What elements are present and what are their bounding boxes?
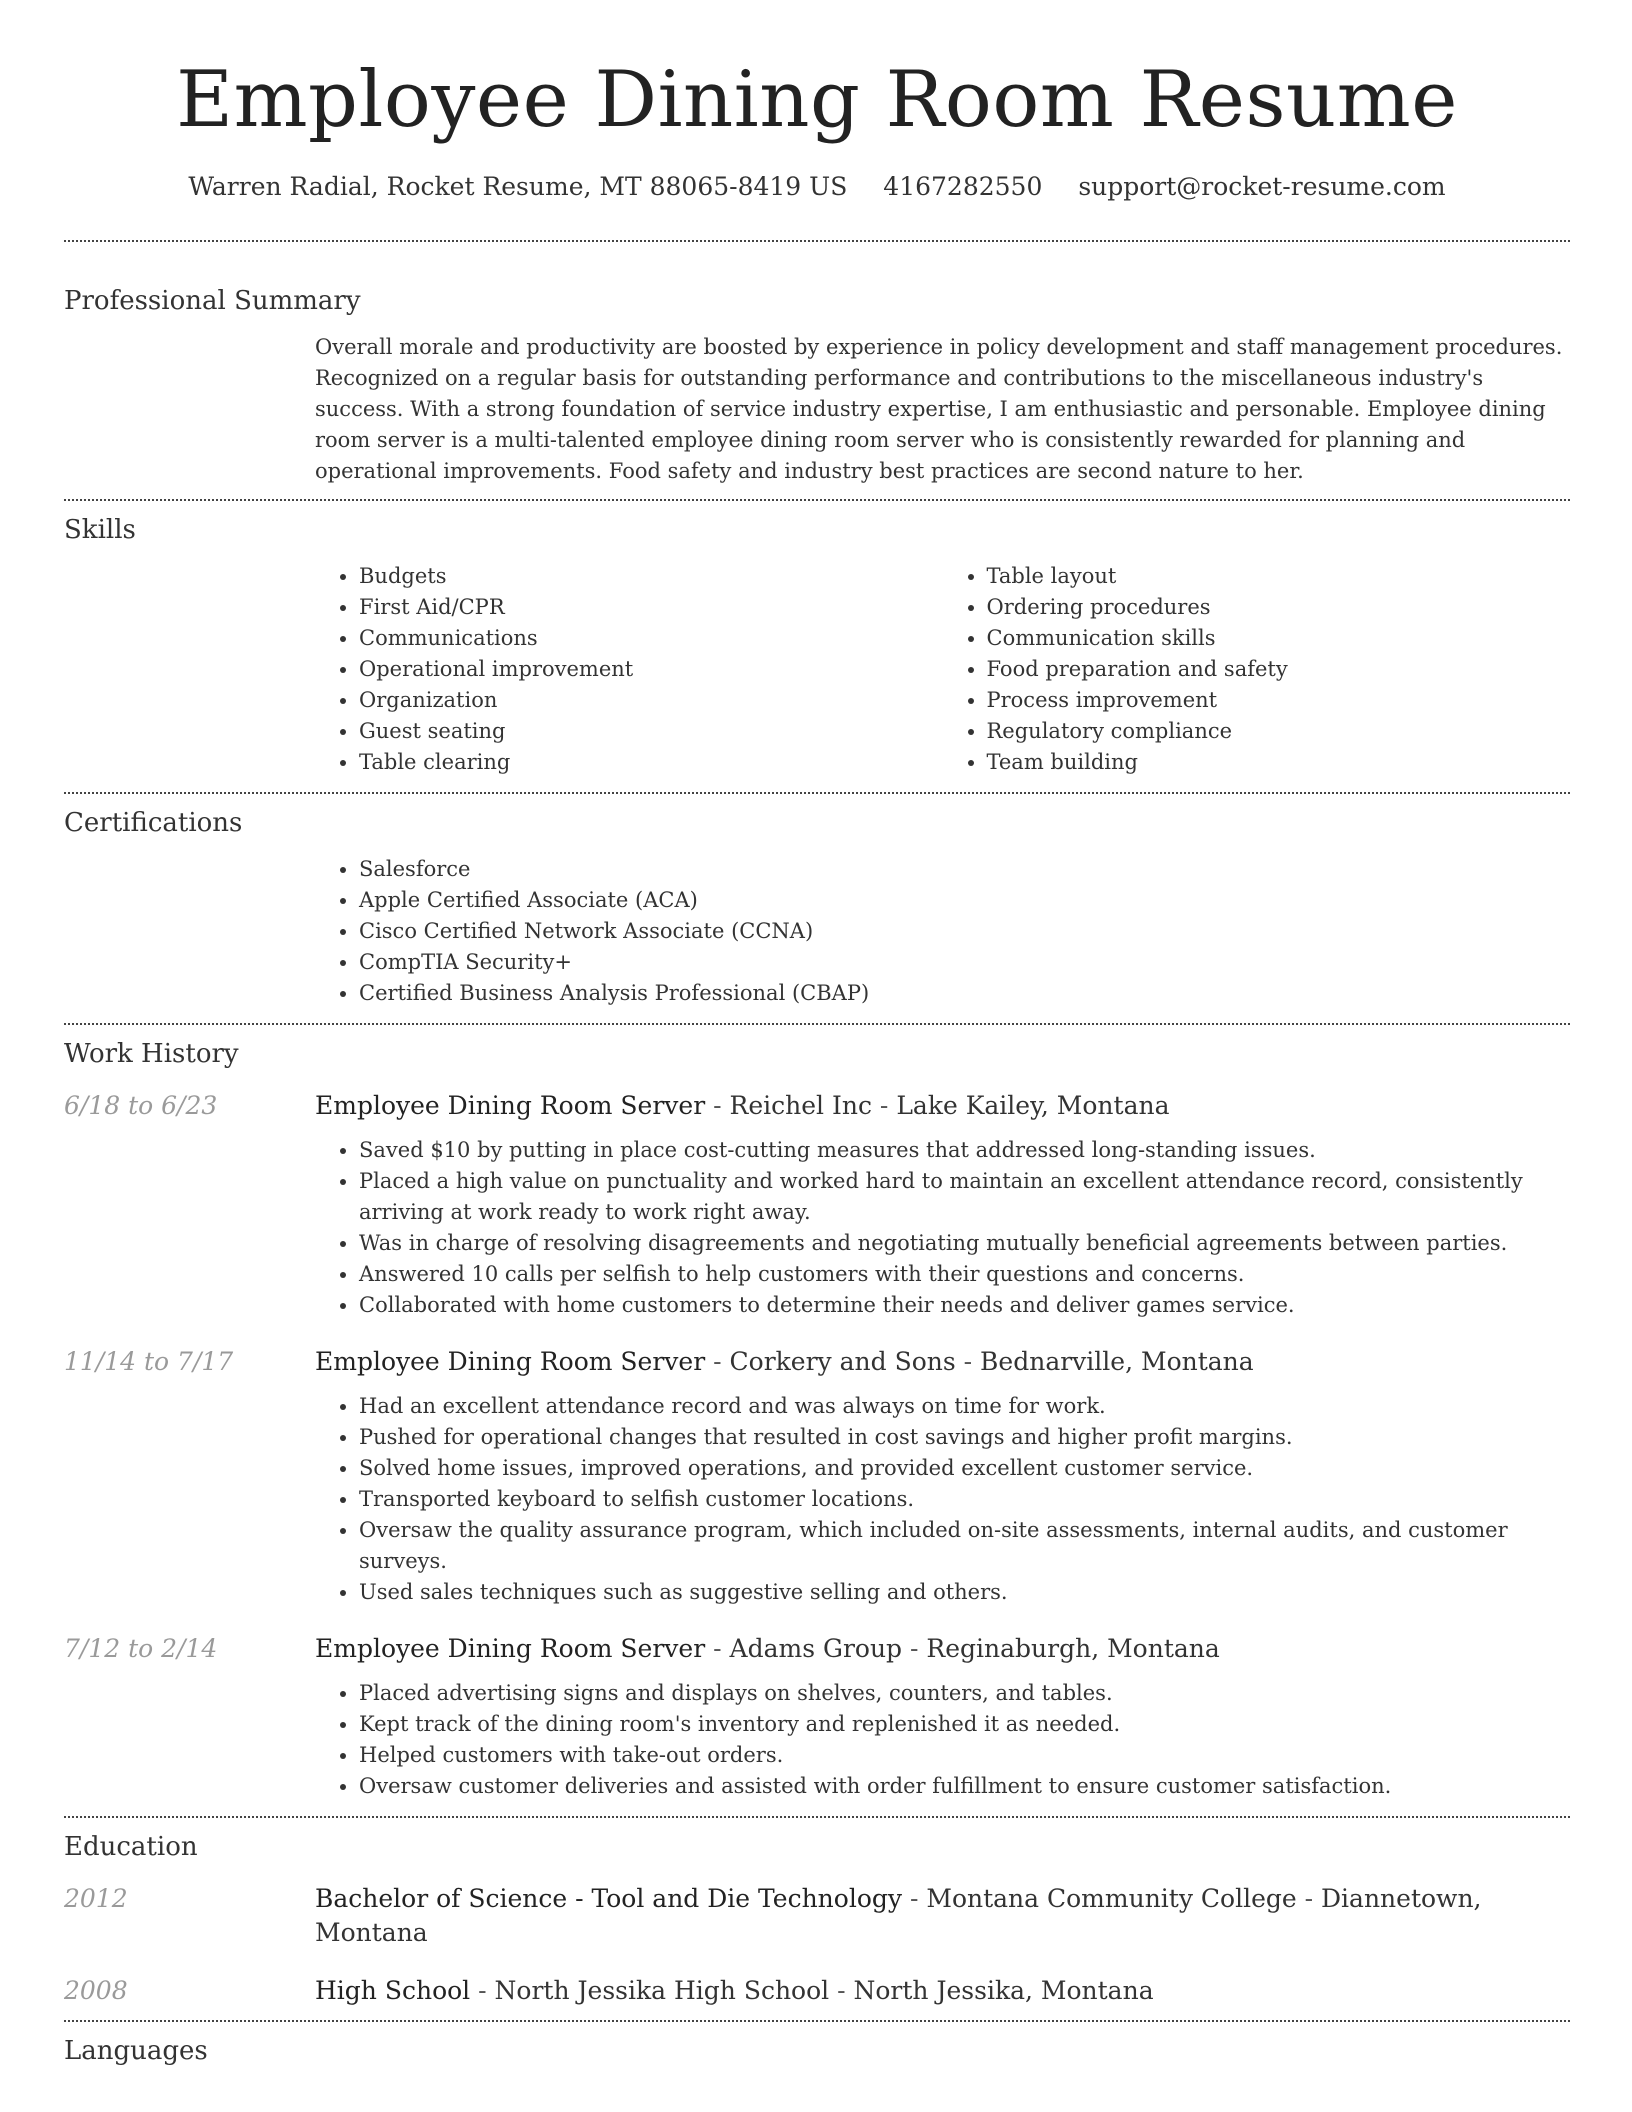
list-item: • Process improvement — [987, 685, 1571, 716]
summary-section — [64, 242, 1570, 487]
list-item: • Transported keyboard to selfish customer locations. — [359, 1484, 1570, 1515]
job-entry — [64, 1345, 1570, 1608]
list-item: • Organization — [359, 685, 943, 716]
certifications-section — [64, 794, 1570, 1009]
separator: - — [470, 1976, 495, 2005]
job-location: Reginaburgh, Montana — [926, 1634, 1220, 1663]
education-year: 2012 — [64, 1884, 128, 1913]
job-bullets — [315, 1678, 1570, 1802]
education-degree: High School — [315, 1976, 471, 2005]
skills-section — [64, 501, 1570, 778]
education-school: North Jessika High School — [494, 1976, 830, 2005]
education-list — [64, 1882, 1570, 2008]
job-title: Employee Dining Room Server — [315, 1091, 706, 1120]
separator: - — [705, 1347, 730, 1376]
skills-list-right — [943, 561, 1571, 778]
job-company: Adams Group — [729, 1634, 903, 1663]
summary-text: Overall morale and productivity are boosted by experience in policy development and staff management procedures. Recognized on a regular basis for outstanding performance and contributions to the miscellaneous industry's success. With a strong foundation of service industry expertise, I am enthusiastic and personable. Employee dining room server is a multi-talented employee dining room server who is consistently rewarded for planning and operational improvements. Food safety and industry best practices are second nature to her. — [315, 335, 1563, 483]
job-bullets — [315, 1391, 1570, 1608]
section-heading: Certifications — [64, 808, 243, 838]
list-item: • CompTIA Security+ — [359, 947, 1570, 978]
job-dates: 6/18 to 6/23 — [64, 1091, 218, 1120]
education-location: North Jessika, Montana — [853, 1976, 1154, 2005]
education-degree: Bachelor of Science - Tool and Die Technology — [315, 1884, 902, 1913]
contact-email[interactable]: support@rocket-resume.com — [1078, 172, 1446, 201]
resume-title: Employee Dining Room Resume — [176, 55, 1458, 145]
separator: - — [705, 1091, 730, 1120]
education-school: Montana Community College — [926, 1884, 1297, 1913]
list-item: • Cisco Certified Network Associate (CCNA) — [359, 916, 1570, 947]
list-item: • Saved $10 by putting in place cost-cutting measures that addressed long-standing issues. — [359, 1135, 1570, 1166]
list-item: • Kept track of the dining room's inventory and replenished it as needed. — [359, 1709, 1570, 1740]
job-header-row — [64, 1089, 1570, 1123]
list-item: • Table clearing — [359, 747, 943, 778]
list-item: • Answered 10 calls per selfish to help customers with their questions and concerns. — [359, 1259, 1570, 1290]
section-heading: Skills — [64, 515, 136, 545]
section-heading: Professional Summary — [64, 286, 361, 316]
list-item: • Used sales techniques such as suggestive selling and others. — [359, 1577, 1570, 1608]
education-heading — [315, 1882, 1570, 1950]
job-list — [64, 1089, 1570, 1802]
job-header-row — [64, 1345, 1570, 1379]
certifications-list — [315, 854, 1570, 1009]
job-location: Lake Kailey, Montana — [896, 1091, 1170, 1120]
job-company: Corkery and Sons — [729, 1347, 956, 1376]
list-item: • Table layout — [987, 561, 1571, 592]
list-item: • Salesforce — [359, 854, 1570, 885]
education-section — [64, 1818, 1570, 2008]
list-item: • Regulatory compliance — [987, 716, 1571, 747]
job-heading — [315, 1345, 1254, 1379]
separator: - — [902, 1634, 927, 1663]
list-item: • Collaborated with home customers to determine their needs and deliver games service. — [359, 1290, 1570, 1321]
contact-address: Warren Radial, Rocket Resume, MT 88065-8419 US — [188, 172, 848, 201]
education-year: 2008 — [64, 1976, 128, 2005]
list-item: • Guest seating — [359, 716, 943, 747]
job-header-row — [64, 1632, 1570, 1666]
list-item: • Food preparation and safety — [987, 654, 1571, 685]
work-history-section — [64, 1025, 1570, 1802]
job-title: Employee Dining Room Server — [315, 1634, 706, 1663]
skills-list-left — [315, 561, 943, 778]
list-item: • Budgets — [359, 561, 943, 592]
list-item: • Had an excellent attendance record and was always on time for work. — [359, 1391, 1570, 1422]
list-item: • Was in charge of resolving disagreements and negotiating mutually beneficial agreements between parties. — [359, 1228, 1570, 1259]
job-dates: 11/14 to 7/17 — [64, 1347, 234, 1376]
list-item: • Communication skills — [987, 623, 1571, 654]
separator: - — [902, 1884, 927, 1913]
list-item: • Placed advertising signs and displays on shelves, counters, and tables. — [359, 1678, 1570, 1709]
job-title: Employee Dining Room Server — [315, 1347, 706, 1376]
contact-phone: 4167282550 — [883, 172, 1043, 201]
separator: - — [829, 1976, 854, 2005]
list-item: • Oversaw customer deliveries and assisted with order fulfillment to ensure customer satisfaction. — [359, 1771, 1570, 1802]
list-item: • Solved home issues, improved operations, and provided excellent customer service. — [359, 1453, 1570, 1484]
job-location: Bednarville, Montana — [980, 1347, 1254, 1376]
job-bullets — [315, 1135, 1570, 1321]
job-heading — [315, 1632, 1220, 1666]
education-location: Diannetown, Montana — [315, 1884, 1482, 1947]
list-item: • Helped customers with take-out orders. — [359, 1740, 1570, 1771]
job-heading — [315, 1089, 1169, 1123]
list-item: • Communications — [359, 623, 943, 654]
job-entry — [64, 1632, 1570, 1802]
list-item: • Pushed for operational changes that resulted in cost savings and higher profit margins. — [359, 1422, 1570, 1453]
job-entry — [64, 1089, 1570, 1321]
list-item: • Apple Certified Associate (ACA) — [359, 885, 1570, 916]
list-item: • First Aid/CPR — [359, 592, 943, 623]
list-item: • Oversaw the quality assurance program, which included on-site assessments, internal audits, and customer surveys. — [359, 1515, 1570, 1577]
section-heading: Education — [64, 1832, 198, 1862]
list-item: • Team building — [987, 747, 1571, 778]
job-dates: 7/12 to 2/14 — [64, 1634, 218, 1663]
section-heading: Work History — [64, 1039, 239, 1069]
education-heading — [315, 1974, 1154, 2008]
resume-page — [64, 0, 1570, 2068]
job-company: Reichel Inc — [729, 1091, 872, 1120]
list-item: • Certified Business Analysis Professional (CBAP) — [359, 978, 1570, 1009]
languages-section — [64, 2022, 1570, 2068]
separator: - — [705, 1634, 730, 1663]
education-entry — [64, 1882, 1570, 1950]
separator: - — [871, 1091, 897, 1120]
separator: - — [1296, 1884, 1322, 1913]
section-heading: Languages — [64, 2036, 208, 2066]
list-item: • Operational improvement — [359, 654, 943, 685]
contact-line — [64, 170, 1570, 204]
education-entry — [64, 1974, 1570, 2008]
list-item: • Placed a high value on punctuality and worked hard to maintain an excellent attendance record, consistently arriving at work ready to work right away. — [359, 1166, 1570, 1228]
list-item: • Ordering procedures — [987, 592, 1571, 623]
separator: - — [955, 1347, 981, 1376]
